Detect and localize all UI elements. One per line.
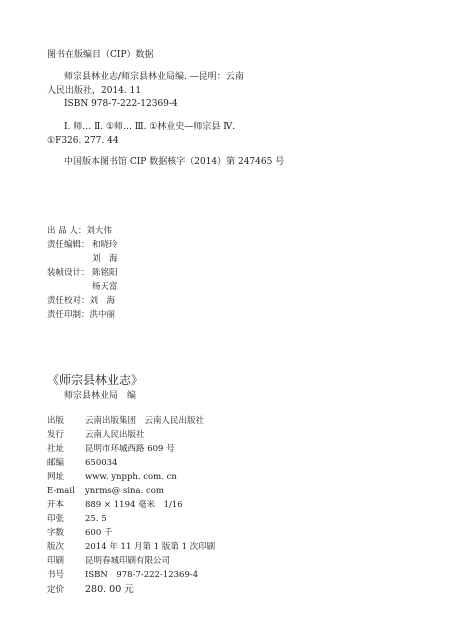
book-title: 《师宗县林业志》 — [47, 373, 144, 387]
cip-heading: 图书在版编目（CIP）数据 — [47, 50, 154, 60]
designer-name-1: 陈铭阳 — [92, 268, 118, 278]
cip-line-2: 人民出版社，2014. 11 — [47, 86, 142, 96]
info-row — [47, 472, 177, 483]
info-value: 2014 年 11 月第 1 版第 1 次印刷 — [85, 542, 216, 552]
info-row — [47, 430, 145, 441]
info-key: 书号 — [47, 570, 65, 580]
info-row — [47, 528, 112, 539]
cip-classification-2: ①F326. 277. 44 — [47, 136, 119, 146]
cip-classification-1: Ⅰ. 师… Ⅱ. ①师… Ⅲ. ①林业史—师宗县 Ⅳ. — [64, 122, 236, 132]
info-value: ynrms@ sina. com — [85, 486, 164, 496]
info-row — [47, 486, 164, 497]
info-key: 定价 — [47, 585, 65, 595]
info-key: E-mail — [47, 486, 75, 496]
cip-record-number: 中国版本图书馆 CIP 数据核字（2014）第 247465 号 — [64, 157, 285, 167]
editor-name-1: 和晓玲 — [92, 240, 118, 250]
info-value: 昆明春城印刷有限公司 — [85, 556, 171, 566]
info-key: 邮编 — [47, 458, 65, 468]
info-key: 印刷 — [47, 556, 65, 566]
producer-credit: 出 品 人：刘大伟 — [47, 226, 112, 236]
info-key: 出版 — [47, 416, 65, 426]
info-value: 889 × 1194 毫米 1/16 — [85, 500, 183, 510]
info-value: 云南出版集团 云南人民出版社 — [85, 416, 205, 426]
info-value: 650034 — [85, 458, 118, 468]
info-row — [47, 458, 117, 469]
editors-label: 责任编辑： — [47, 240, 90, 250]
info-key: 社址 — [47, 444, 65, 454]
designers-label: 装帧设计： — [47, 268, 90, 278]
info-row — [47, 514, 107, 525]
info-key: 版次 — [47, 542, 65, 552]
info-key: 开本 — [47, 500, 65, 510]
info-key: 网址 — [47, 472, 65, 482]
info-row — [47, 500, 183, 511]
info-row — [47, 556, 170, 567]
cip-isbn: ISBN 978-7-222-12369-4 — [64, 99, 178, 109]
info-key: 字数 — [47, 528, 65, 538]
info-value: 280. 00 元 — [85, 584, 134, 595]
info-key: 印张 — [47, 514, 65, 524]
info-value: 昆明市环城西路 609 号 — [85, 444, 175, 454]
designer-name-2: 杨天富 — [92, 282, 118, 292]
info-row — [47, 444, 175, 455]
info-row — [47, 570, 198, 581]
info-row — [47, 416, 204, 427]
info-value: 云南人民出版社 — [85, 430, 145, 440]
proofreader-credit: 责任校对：刘 海 — [47, 296, 116, 306]
info-row — [47, 584, 134, 596]
info-row — [47, 542, 215, 553]
printing-supervisor-credit: 责任印制：洪中丽 — [47, 310, 116, 320]
cip-line-1: 师宗县林业志/师宗县林业局编. —昆明：云南 — [64, 72, 244, 82]
info-value: ISBN 978-7-222-12369-4 — [85, 570, 199, 580]
info-value: 25. 5 — [85, 514, 107, 524]
info-value: www. ynpph. com. cn — [85, 472, 177, 482]
book-author: 师宗县林业局 编 — [64, 391, 137, 401]
info-value: 600 千 — [85, 528, 113, 538]
info-key: 发行 — [47, 430, 65, 440]
editor-name-2: 刘 海 — [92, 254, 118, 264]
